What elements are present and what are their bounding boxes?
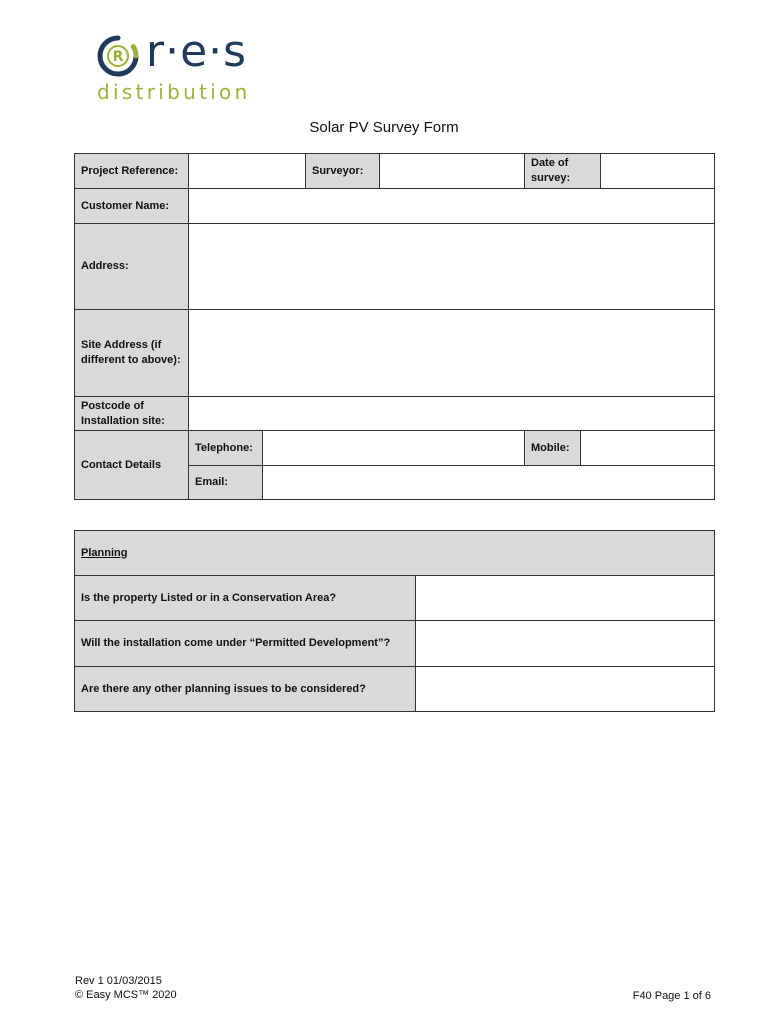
planning-answer-listed[interactable] (416, 576, 715, 621)
logo-mark-letter: R (112, 49, 124, 65)
planning-heading: Planning (81, 546, 128, 559)
table-row (75, 310, 715, 397)
copyright-text: © Easy MCS™ 2020 (75, 989, 177, 1001)
logo-wordmark: r·e·s (146, 26, 248, 77)
customer-details-table (74, 153, 715, 500)
table-row (75, 397, 715, 431)
mobile-field[interactable] (581, 431, 715, 466)
footer-left (75, 974, 177, 1002)
page-number: F40 Page 1 of 6 (632, 990, 711, 1002)
postcode-label: Postcode of Installation site: (75, 397, 189, 431)
project-reference-label: Project Reference: (75, 154, 189, 189)
telephone-label: Telephone: (189, 431, 263, 466)
surveyor-label: Surveyor: (306, 154, 380, 189)
logo-subtitle: distribution (97, 80, 251, 104)
planning-question-other: Are there any other planning issues to be considered? (75, 667, 416, 712)
table-row (75, 154, 715, 189)
surveyor-field[interactable] (380, 154, 525, 189)
address-label: Address: (75, 224, 189, 310)
email-field[interactable] (263, 466, 715, 500)
postcode-field[interactable] (189, 397, 715, 431)
site-address-field[interactable] (189, 310, 715, 397)
address-field[interactable] (189, 224, 715, 310)
date-of-survey-field[interactable] (601, 154, 715, 189)
table-row (75, 576, 715, 621)
email-label: Email: (189, 466, 263, 500)
planning-answer-other[interactable] (416, 667, 715, 712)
company-logo (96, 26, 276, 104)
table-row (75, 531, 715, 576)
customer-name-label: Customer Name: (75, 189, 189, 224)
planning-table (74, 530, 715, 712)
table-row (75, 431, 715, 466)
planning-question-permitted: Will the installation come under “Permitted Development”? (75, 621, 416, 667)
table-row (75, 224, 715, 310)
table-row (75, 667, 715, 712)
mobile-label: Mobile: (525, 431, 581, 466)
res-logo-icon (96, 34, 140, 78)
planning-question-listed: Is the property Listed or in a Conservation Area? (75, 576, 416, 621)
form-title: Solar PV Survey Form (309, 119, 459, 136)
customer-name-field[interactable] (189, 189, 715, 224)
revision-text: Rev 1 01/03/2015 (75, 975, 162, 987)
contact-details-label: Contact Details (75, 431, 189, 500)
telephone-field[interactable] (263, 431, 525, 466)
table-row (75, 189, 715, 224)
planning-answer-permitted[interactable] (416, 621, 715, 667)
site-address-label: Site Address (if different to above): (75, 310, 189, 397)
table-row (75, 621, 715, 667)
date-of-survey-label: Date of survey: (525, 154, 601, 189)
project-reference-field[interactable] (189, 154, 306, 189)
